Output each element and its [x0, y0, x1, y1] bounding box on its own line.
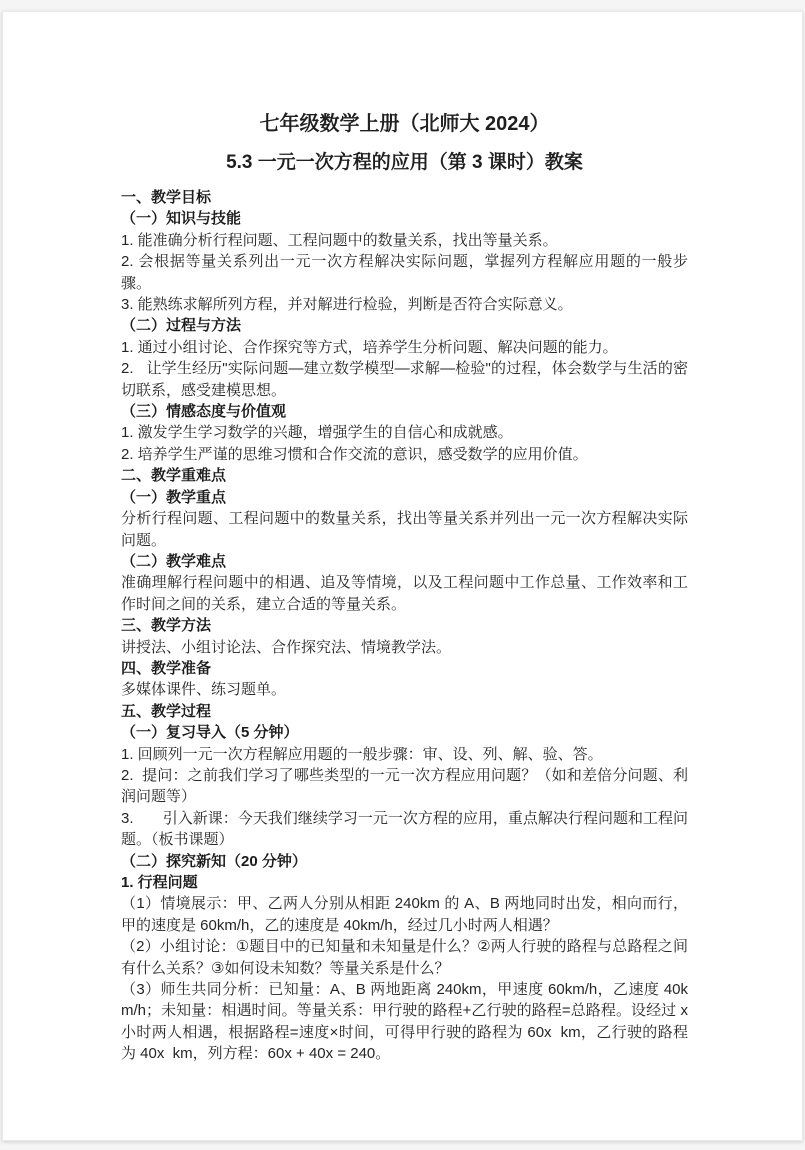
paragraph-13: （一）教学重点: [121, 488, 227, 506]
paragraph-24: 2. 提问：之前我们学习了哪些类型的一元一次方程应用问题？（如和差倍分问题、利润问题等）: [121, 766, 688, 806]
paragraph-3: 1. 能准确分析行程问题、工程问题中的数量关系，找出等量关系。: [121, 231, 558, 249]
paragraph-4: 2. 会根据等量关系列出一元一次方程解决实际问题，掌握列方程解应用题的一般步骤。: [121, 253, 688, 292]
paragraph-26: （二）探究新知（20 分钟）: [121, 852, 307, 870]
paragraph-9: （三）情感态度与价值观: [121, 403, 287, 421]
document-subtitle: 5.3 一元一次方程的应用（第 3 课时）教案: [226, 152, 583, 173]
paragraph-30: （3）师生共同分析：已知量：A、B 两地距离 240km，甲速度 60km/h，乙速度 40km/h；未知量：相遇时间。等量关系：甲行驶的路程+乙行驶的路程=总路程。设经过 x 小时两人相遇，根据路程=速度×时间，可得甲行驶的路程为 60x km，乙行驶的路程为 40x km，列方程：60x + 40x = 240。: [121, 981, 693, 1063]
paragraph-15: （二）教学难点: [121, 552, 227, 570]
paragraph-5: 3. 能熟练求解所列方程，并对解进行检验，判断是否符合实际意义。: [121, 296, 573, 314]
paragraph-7: 1. 通过小组讨论、合作探究等方式，培养学生分析问题、解决问题的能力。: [121, 338, 618, 356]
document-title: 七年级数学上册（北师大 2024）: [259, 113, 550, 135]
paragraph-29: （2）小组讨论：①题目中的已知量和未知量是什么？②两人行驶的路程与总路程之间有什么关系？③如何设未知数？等量关系是什么？: [121, 938, 688, 977]
paragraph-20: 多媒体课件、练习题单。: [121, 681, 287, 699]
paragraph-25: 3. 引入新课：今天我们继续学习一元一次方程的应用，重点解决行程问题和工程问题。（板书课题）: [121, 809, 688, 849]
paragraph-23: 1. 回顾列一元一次方程解应用题的一般步骤：审、设、列、解、验、答。: [121, 745, 603, 763]
document-body: [121, 187, 693, 1065]
paragraph-10: 1. 激发学生学习数学的兴趣，增强学生的自信心和成就感。: [121, 424, 513, 442]
paragraph-27: 1. 行程问题: [121, 874, 198, 891]
paragraph-8: 2. 让学生经历"实际问题—建立数学模型—求解—检验"的过程，体会数学与生活的密切联系，感受建模思想。: [121, 360, 688, 399]
paragraph-28: （1）情境展示：甲、乙两人分别从相距 240km 的 A、B 两地同时出发，相向而行，甲的速度是 60km/h，乙的速度是 40km/h，经过几小时两人相遇？: [121, 895, 688, 934]
paragraph-6: （二）过程与方法: [121, 317, 242, 335]
paragraph-18: 讲授法、小组讨论法、合作探究法、情境教学法。: [121, 638, 452, 656]
paragraph-17: 三、教学方法: [121, 617, 212, 635]
paragraph-21: 五、教学过程: [121, 702, 212, 720]
paragraph-12: 二、教学重难点: [121, 467, 227, 485]
paragraph-19: 四、教学准备: [121, 659, 212, 677]
paragraph-2: （一）知识与技能: [121, 210, 242, 228]
paragraph-16: 准确理解行程问题中的相遇、追及等情境，以及工程问题中工作总量、工作效率和工作时间之间的关系，建立合适的等量关系。: [121, 574, 688, 613]
document-page: [2, 11, 803, 1141]
paragraph-22: （一）复习导入（5 分钟）: [121, 724, 299, 742]
paragraph-14: 分析行程问题、工程问题中的数量关系，找出等量关系并列出一元一次方程解决实际问题。: [121, 510, 688, 549]
paragraph-11: 2. 培养学生严谨的思维习惯和合作交流的意识，感受数学的应用价值。: [121, 445, 588, 463]
paragraph-1: 一、教学目标: [121, 189, 212, 206]
